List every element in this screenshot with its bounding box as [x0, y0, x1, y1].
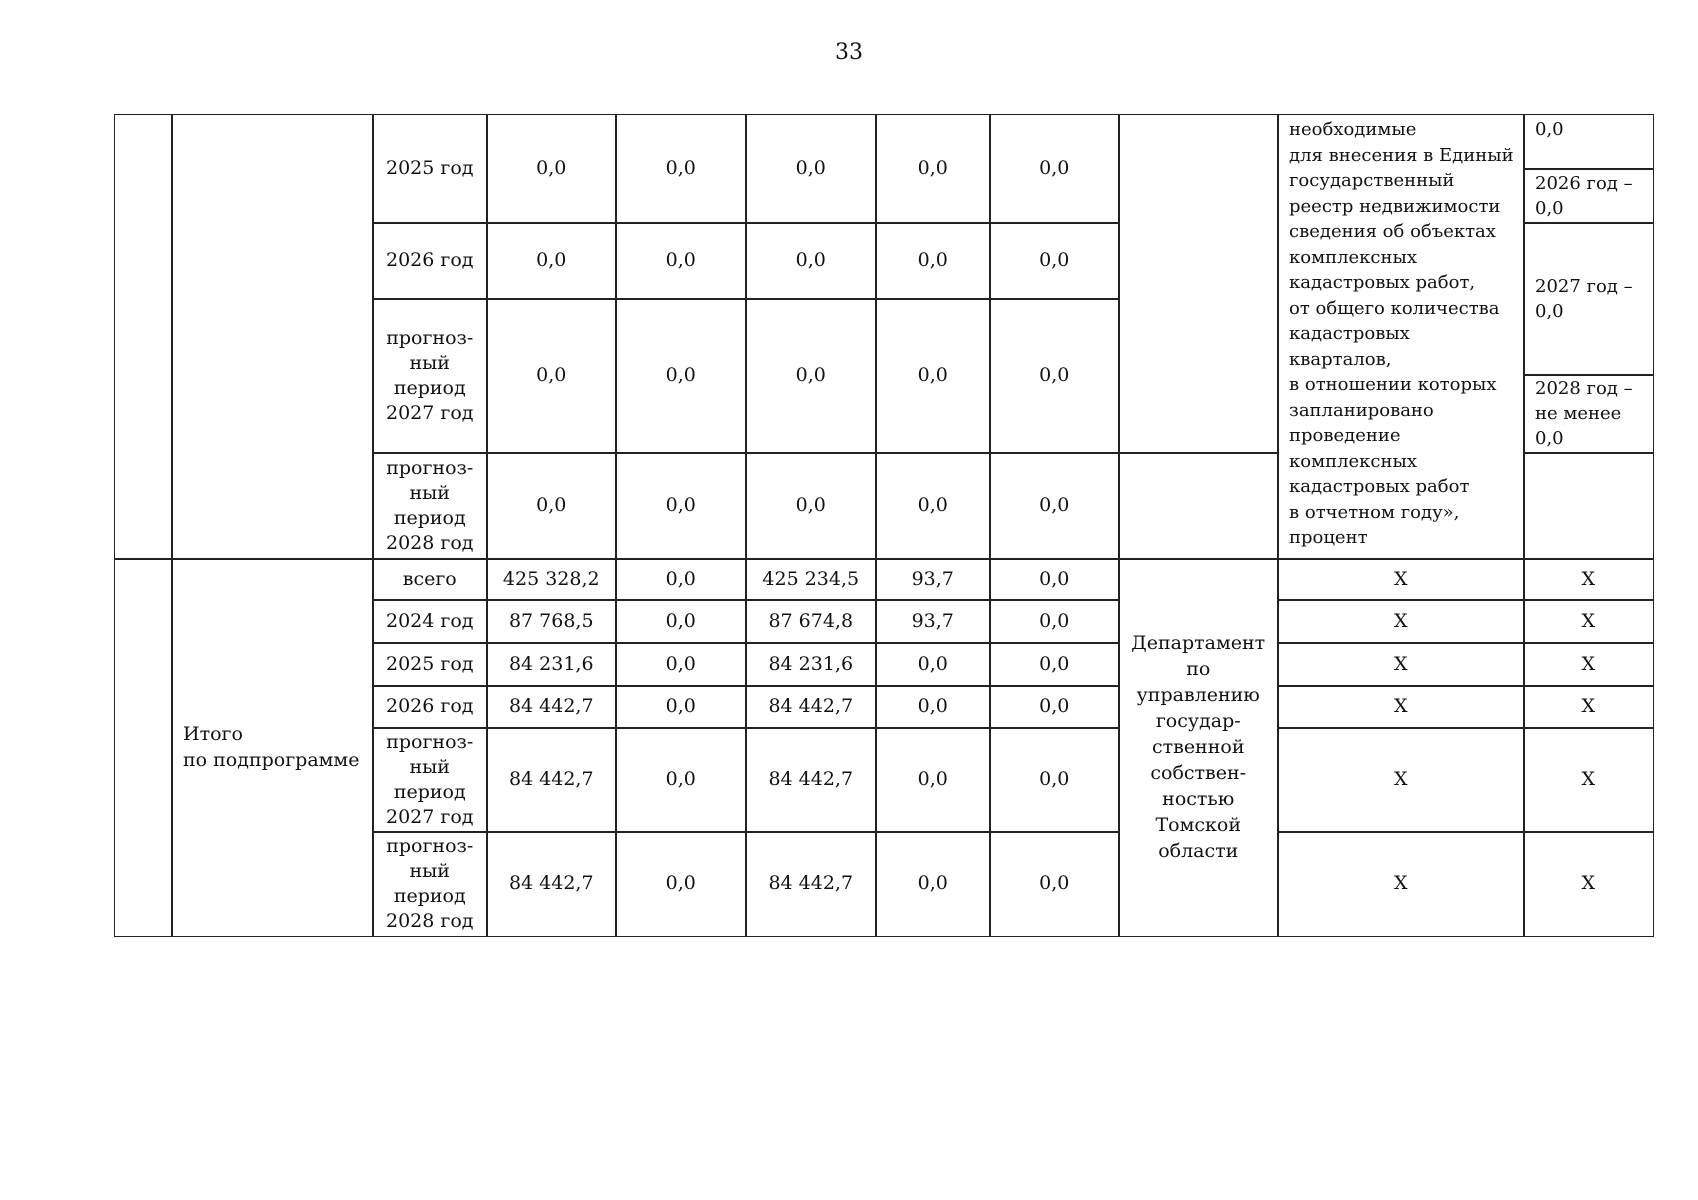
- value-total-cell: 84 442,7: [486, 685, 617, 729]
- value-federal-cell: 0,0: [615, 114, 747, 224]
- target-value-cell: X: [1523, 831, 1654, 937]
- value-local-cell: 0,0: [875, 452, 991, 560]
- value-other-cell: 0,0: [989, 685, 1120, 729]
- indicator-cell: X: [1277, 831, 1525, 937]
- value-total-cell: 84 442,7: [486, 727, 617, 833]
- value-other-cell: 0,0: [989, 831, 1120, 937]
- value-local-cell: 0,0: [875, 114, 991, 224]
- value-federal-cell: 0,0: [615, 727, 747, 833]
- period-cell: 2026 год: [372, 685, 488, 729]
- target-value-cell: X: [1523, 642, 1654, 687]
- value-regional-cell: 0,0: [745, 452, 877, 560]
- value-total-cell: 87 768,5: [486, 599, 617, 644]
- value-other-cell: 0,0: [989, 727, 1120, 833]
- value-federal-cell: 0,0: [615, 222, 747, 300]
- value-regional-cell: 84 231,6: [745, 642, 877, 687]
- period-cell: 2025 год: [372, 642, 488, 687]
- participant-cell: [1118, 114, 1279, 454]
- indicator-cell: X: [1277, 642, 1525, 687]
- value-other-cell: 0,0: [989, 642, 1120, 687]
- value-regional-cell: 0,0: [745, 114, 877, 224]
- value-regional-cell: 425 234,5: [745, 558, 877, 601]
- value-federal-cell: 0,0: [615, 642, 747, 687]
- value-federal-cell: 0,0: [615, 599, 747, 644]
- participant-cell: [1118, 452, 1279, 560]
- value-total-cell: 84 231,6: [486, 642, 617, 687]
- indicator-cell: X: [1277, 685, 1525, 729]
- period-cell: 2025 год: [372, 114, 488, 224]
- value-regional-cell: 87 674,8: [745, 599, 877, 644]
- value-regional-cell: 0,0: [745, 222, 877, 300]
- value-total-cell: 0,0: [486, 452, 617, 560]
- value-other-cell: 0,0: [989, 599, 1120, 644]
- value-total-cell: 425 328,2: [486, 558, 617, 601]
- value-local-cell: 0,0: [875, 727, 991, 833]
- indicator-cell: X: [1277, 599, 1525, 644]
- task-name-cell: [171, 114, 374, 560]
- number-cell: [114, 558, 173, 937]
- value-federal-cell: 0,0: [615, 558, 747, 601]
- target-value-cell: X: [1523, 599, 1654, 644]
- value-federal-cell: 0,0: [615, 831, 747, 937]
- value-regional-cell: 84 442,7: [745, 727, 877, 833]
- value-local-cell: 0,0: [875, 685, 991, 729]
- target-value-cell: 2026 год – 0,0: [1523, 168, 1654, 224]
- value-federal-cell: 0,0: [615, 298, 747, 454]
- value-other-cell: 0,0: [989, 222, 1120, 300]
- period-cell: всего: [372, 558, 488, 601]
- value-local-cell: 93,7: [875, 558, 991, 601]
- value-federal-cell: 0,0: [615, 452, 747, 560]
- total-label: Итого по подпрограмме: [171, 558, 374, 937]
- indicator-text: необходимые для внесения в Единый государственный реестр недвижимости сведения об объектах комплексных кадастровых работ, от общего количества кадастровых кварталов, в отношении которых запланировано проведение комплексных кадастровых работ в отчетном году», процент: [1277, 114, 1525, 560]
- value-other-cell: 0,0: [989, 298, 1120, 454]
- value-regional-cell: 84 442,7: [745, 831, 877, 937]
- target-value-cell: 2027 год – 0,0: [1523, 222, 1654, 376]
- value-regional-cell: 0,0: [745, 298, 877, 454]
- value-total-cell: 84 442,7: [486, 831, 617, 937]
- target-value-cell: 2028 год – не менее 0,0: [1523, 374, 1654, 454]
- department-cell: Департамент по управлению государ- ственной собствен- ностью Томской области: [1118, 558, 1279, 937]
- value-total-cell: 0,0: [486, 222, 617, 300]
- period-cell: прогноз- ный период 2027 год: [372, 298, 488, 454]
- value-total-cell: 0,0: [486, 114, 617, 224]
- number-cell: [114, 114, 173, 560]
- value-total-cell: 0,0: [486, 298, 617, 454]
- indicator-cell: X: [1277, 558, 1525, 601]
- value-other-cell: 0,0: [989, 558, 1120, 601]
- target-value-cell: [1523, 452, 1654, 560]
- indicator-cell: X: [1277, 727, 1525, 833]
- target-value-cell: 0,0: [1523, 114, 1654, 170]
- value-federal-cell: 0,0: [615, 685, 747, 729]
- value-other-cell: 0,0: [989, 114, 1120, 224]
- value-local-cell: 0,0: [875, 642, 991, 687]
- value-local-cell: 93,7: [875, 599, 991, 644]
- period-cell: прогноз- ный период 2028 год: [372, 452, 488, 560]
- value-local-cell: 0,0: [875, 831, 991, 937]
- period-cell: прогноз- ный период 2028 год: [372, 831, 488, 937]
- period-cell: прогноз- ный период 2027 год: [372, 727, 488, 833]
- value-local-cell: 0,0: [875, 222, 991, 300]
- page-number: 33: [835, 40, 863, 65]
- value-other-cell: 0,0: [989, 452, 1120, 560]
- period-cell: 2024 год: [372, 599, 488, 644]
- target-value-cell: X: [1523, 558, 1654, 601]
- target-value-cell: X: [1523, 685, 1654, 729]
- value-regional-cell: 84 442,7: [745, 685, 877, 729]
- target-value-cell: X: [1523, 727, 1654, 833]
- value-local-cell: 0,0: [875, 298, 991, 454]
- period-cell: 2026 год: [372, 222, 488, 300]
